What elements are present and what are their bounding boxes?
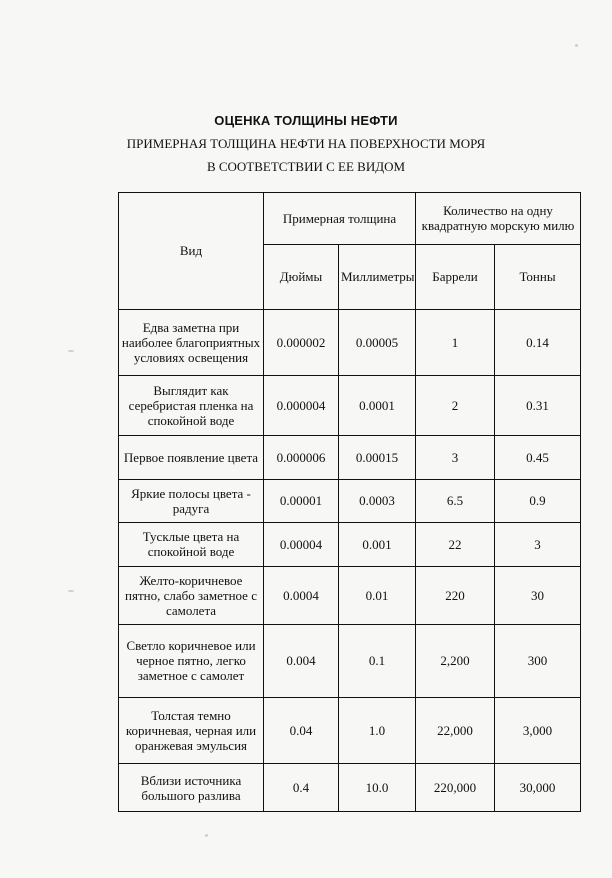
cell-tons: 30,000: [495, 764, 581, 812]
scan-speck: [68, 350, 74, 352]
cell-millimeters: 1.0: [339, 698, 416, 764]
header-millimeters: Миллиметры: [339, 244, 416, 309]
cell-millimeters: 0.001: [339, 523, 416, 566]
cell-millimeters: 0.1: [339, 624, 416, 697]
table-row: [119, 309, 581, 375]
header-row-top: [119, 193, 581, 245]
cell-view: Тусклые цвета на спокойной воде: [119, 523, 264, 566]
header-barrels: Баррели: [416, 244, 495, 309]
cell-view: Светло коричневое или черное пятно, легко заметное с самолет: [119, 624, 264, 697]
cell-millimeters: 0.0003: [339, 479, 416, 522]
cell-millimeters: 0.00015: [339, 436, 416, 479]
cell-view: Желто-коричневое пятно, слабо заметное с самолета: [119, 566, 264, 624]
cell-tons: 30: [495, 566, 581, 624]
header-inches: Дюймы: [264, 244, 339, 309]
document-subtitle-line2: В СООТВЕТСТВИИ С ЕЕ ВИДОМ: [206, 159, 406, 174]
cell-barrels: 220,000: [416, 764, 495, 812]
cell-tons: 0.31: [495, 376, 581, 436]
cell-millimeters: 0.00005: [339, 309, 416, 375]
cell-tons: 3,000: [495, 698, 581, 764]
header-view: Вид: [119, 193, 264, 310]
table-row: [119, 566, 581, 624]
cell-millimeters: 0.0001: [339, 376, 416, 436]
cell-view: Едва заметна при наиболее благоприятных условиях освещения: [119, 309, 264, 375]
table-row: [119, 436, 581, 479]
header-tons: Тонны: [495, 244, 581, 309]
cell-view: Выглядит как серебристая пленка на спокойной воде: [119, 376, 264, 436]
cell-millimeters: 0.01: [339, 566, 416, 624]
cell-barrels: 3: [416, 436, 495, 479]
cell-tons: 3: [495, 523, 581, 566]
table-row: [119, 624, 581, 697]
cell-tons: 300: [495, 624, 581, 697]
cell-inches: 0.000004: [264, 376, 339, 436]
cell-tons: 0.14: [495, 309, 581, 375]
cell-inches: 0.000002: [264, 309, 339, 375]
cell-inches: 0.000006: [264, 436, 339, 479]
cell-barrels: 6.5: [416, 479, 495, 522]
cell-tons: 0.9: [495, 479, 581, 522]
scan-speck: [68, 590, 74, 592]
cell-millimeters: 10.0: [339, 764, 416, 812]
cell-view: Яркие полосы цвета - радуга: [119, 479, 264, 522]
cell-barrels: 2: [416, 376, 495, 436]
table-row: [119, 479, 581, 522]
table-row: [119, 523, 581, 566]
cell-view: Первое появление цвета: [119, 436, 264, 479]
cell-barrels: 1: [416, 309, 495, 375]
scan-speck: [205, 834, 208, 837]
cell-view: Толстая темно коричневая, черная или оранжевая эмульсия: [119, 698, 264, 764]
cell-inches: 0.00001: [264, 479, 339, 522]
document-title: ОЦЕНКА ТОЛЩИНЫ НЕФТИ: [214, 113, 398, 128]
cell-barrels: 22: [416, 523, 495, 566]
header-thickness: Примерная толщина: [264, 193, 416, 245]
cell-view: Вблизи источника большого разлива: [119, 764, 264, 812]
table-row: [119, 764, 581, 812]
cell-inches: 0.00004: [264, 523, 339, 566]
cell-inches: 0.4: [264, 764, 339, 812]
oil-thickness-table: [118, 192, 581, 812]
table-row: [119, 698, 581, 764]
document-subtitle-line1: ПРИМЕРНАЯ ТОЛЩИНА НЕФТИ НА ПОВЕРХНОСТИ МОРЯ: [126, 136, 486, 151]
cell-barrels: 22,000: [416, 698, 495, 764]
cell-barrels: 2,200: [416, 624, 495, 697]
cell-inches: 0.004: [264, 624, 339, 697]
header-quantity: Количество на одну квадратную морскую милю: [416, 193, 581, 245]
cell-tons: 0.45: [495, 436, 581, 479]
cell-inches: 0.0004: [264, 566, 339, 624]
scan-speck: [575, 44, 578, 47]
table-row: [119, 376, 581, 436]
cell-inches: 0.04: [264, 698, 339, 764]
cell-barrels: 220: [416, 566, 495, 624]
